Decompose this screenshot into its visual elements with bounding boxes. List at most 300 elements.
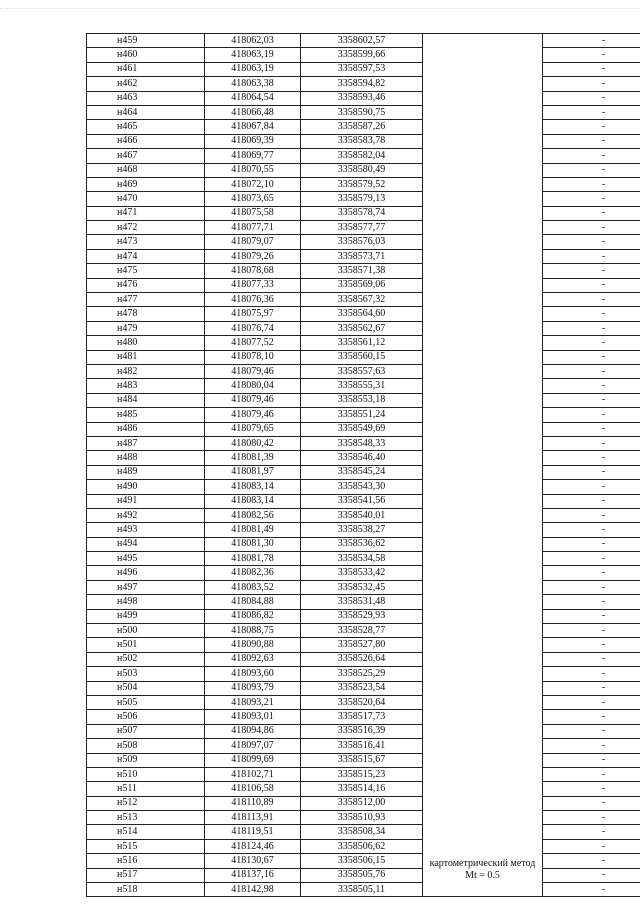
x-coordinate-cell: 418090,88: [205, 638, 301, 652]
point-id-cell: н464: [87, 105, 205, 119]
point-id-cell: н477: [87, 293, 205, 307]
table-row: [87, 753, 640, 767]
y-coordinate-cell: 3358523,54: [301, 681, 423, 695]
table-row: [87, 163, 640, 177]
table-row: [87, 465, 640, 479]
point-id-cell: н487: [87, 436, 205, 450]
table-row: [87, 436, 640, 450]
mark-cell: -: [543, 883, 640, 897]
point-id-cell: н514: [87, 825, 205, 839]
y-coordinate-cell: 3358534,58: [301, 552, 423, 566]
x-coordinate-cell: 418081,30: [205, 537, 301, 551]
mark-cell: -: [543, 120, 640, 134]
table-row: [87, 739, 640, 753]
table-row: [87, 91, 640, 105]
mark-cell: -: [543, 825, 640, 839]
mark-cell: -: [543, 523, 640, 537]
y-coordinate-cell: 3358505,76: [301, 868, 423, 882]
table-row: [87, 695, 640, 709]
x-coordinate-cell: 418099,69: [205, 753, 301, 767]
mark-cell: -: [543, 710, 640, 724]
mark-cell: -: [543, 695, 640, 709]
y-coordinate-cell: 3358557,63: [301, 364, 423, 378]
mark-cell: -: [543, 624, 640, 638]
point-id-cell: н476: [87, 278, 205, 292]
point-id-cell: н512: [87, 796, 205, 810]
table-row: [87, 206, 640, 220]
x-coordinate-cell: 418093,79: [205, 681, 301, 695]
mark-cell: -: [543, 552, 640, 566]
y-coordinate-cell: 3358551,24: [301, 408, 423, 422]
x-coordinate-cell: 418080,04: [205, 379, 301, 393]
mark-cell: -: [543, 537, 640, 551]
mark-cell: -: [543, 91, 640, 105]
mark-cell: -: [543, 149, 640, 163]
y-coordinate-cell: 3358597,53: [301, 62, 423, 76]
mark-cell: -: [543, 62, 640, 76]
table-row: [87, 854, 640, 868]
y-coordinate-cell: 3358515,23: [301, 767, 423, 781]
x-coordinate-cell: 418073,65: [205, 192, 301, 206]
table-row: [87, 177, 640, 191]
point-id-cell: н492: [87, 508, 205, 522]
x-coordinate-cell: 418069,39: [205, 134, 301, 148]
point-id-cell: н499: [87, 609, 205, 623]
x-coordinate-cell: 418080,42: [205, 436, 301, 450]
mark-cell: -: [543, 652, 640, 666]
table-row: [87, 652, 640, 666]
point-id-cell: н482: [87, 364, 205, 378]
table-row: [87, 77, 640, 91]
point-id-cell: н500: [87, 624, 205, 638]
table-row: [87, 120, 640, 134]
table-row: [87, 350, 640, 364]
x-coordinate-cell: 418124,46: [205, 839, 301, 853]
x-coordinate-cell: 418094,86: [205, 724, 301, 738]
mark-cell: -: [543, 192, 640, 206]
y-coordinate-cell: 3358599,66: [301, 48, 423, 62]
table-row: [87, 724, 640, 738]
point-id-cell: н501: [87, 638, 205, 652]
point-id-cell: н511: [87, 782, 205, 796]
point-id-cell: н466: [87, 134, 205, 148]
mark-cell: -: [543, 494, 640, 508]
y-coordinate-cell: 3358564,60: [301, 307, 423, 321]
x-coordinate-cell: 418097,07: [205, 739, 301, 753]
x-coordinate-cell: 418082,36: [205, 566, 301, 580]
x-coordinate-cell: 418084,88: [205, 595, 301, 609]
point-id-cell: н485: [87, 408, 205, 422]
mark-cell: -: [543, 451, 640, 465]
table-row: [87, 422, 640, 436]
table-row: [87, 508, 640, 522]
y-coordinate-cell: 3358525,29: [301, 667, 423, 681]
point-id-cell: н480: [87, 336, 205, 350]
mark-cell: -: [543, 811, 640, 825]
point-id-cell: н474: [87, 249, 205, 263]
x-coordinate-cell: 418137,16: [205, 868, 301, 882]
point-id-cell: н505: [87, 695, 205, 709]
mark-cell: -: [543, 163, 640, 177]
y-coordinate-cell: 3358590,75: [301, 105, 423, 119]
x-coordinate-cell: 418088,75: [205, 624, 301, 638]
point-id-cell: н488: [87, 451, 205, 465]
x-coordinate-cell: 418069,77: [205, 149, 301, 163]
y-coordinate-cell: 3358506,15: [301, 854, 423, 868]
x-coordinate-cell: 418064,54: [205, 91, 301, 105]
y-coordinate-cell: 3358538,27: [301, 523, 423, 537]
x-coordinate-cell: 418077,52: [205, 336, 301, 350]
mark-cell: -: [543, 307, 640, 321]
table-row: [87, 321, 640, 335]
mark-cell: -: [543, 854, 640, 868]
table-row: [87, 595, 640, 609]
y-coordinate-cell: 3358527,80: [301, 638, 423, 652]
x-coordinate-cell: 418077,33: [205, 278, 301, 292]
point-id-cell: н462: [87, 77, 205, 91]
point-id-cell: н478: [87, 307, 205, 321]
x-coordinate-cell: 418102,71: [205, 767, 301, 781]
table-row: [87, 307, 640, 321]
x-coordinate-cell: 418075,58: [205, 206, 301, 220]
table-row: [87, 782, 640, 796]
x-coordinate-cell: 418063,19: [205, 48, 301, 62]
table-row: [87, 192, 640, 206]
y-coordinate-cell: 3358569,06: [301, 278, 423, 292]
x-coordinate-cell: 418079,65: [205, 422, 301, 436]
mark-cell: -: [543, 667, 640, 681]
table-row: [87, 767, 640, 781]
x-coordinate-cell: 418067,84: [205, 120, 301, 134]
x-coordinate-cell: 418083,14: [205, 480, 301, 494]
table-row: [87, 293, 640, 307]
mark-cell: -: [543, 609, 640, 623]
point-id-cell: н475: [87, 264, 205, 278]
point-id-cell: н517: [87, 868, 205, 882]
y-coordinate-cell: 3358579,52: [301, 177, 423, 191]
x-coordinate-cell: 418081,97: [205, 465, 301, 479]
point-id-cell: н508: [87, 739, 205, 753]
y-coordinate-cell: 3358549,69: [301, 422, 423, 436]
point-id-cell: н497: [87, 580, 205, 594]
mark-cell: -: [543, 868, 640, 882]
table-row: [87, 393, 640, 407]
y-coordinate-cell: 3358536,62: [301, 537, 423, 551]
x-coordinate-cell: 418093,01: [205, 710, 301, 724]
mark-cell: -: [543, 264, 640, 278]
table-row: [87, 149, 640, 163]
x-coordinate-cell: 418082,56: [205, 508, 301, 522]
x-coordinate-cell: 418072,10: [205, 177, 301, 191]
table-row: [87, 609, 640, 623]
y-coordinate-cell: 3358578,74: [301, 206, 423, 220]
mark-cell: -: [543, 739, 640, 753]
mark-cell: -: [543, 508, 640, 522]
x-coordinate-cell: 418070,55: [205, 163, 301, 177]
x-coordinate-cell: 418079,07: [205, 235, 301, 249]
x-coordinate-cell: 418083,52: [205, 580, 301, 594]
table-row: [87, 134, 640, 148]
x-coordinate-cell: 418142,98: [205, 883, 301, 897]
mark-cell: -: [543, 681, 640, 695]
mark-cell: -: [543, 393, 640, 407]
table-row: [87, 537, 640, 551]
mark-cell: -: [543, 77, 640, 91]
point-id-cell: н494: [87, 537, 205, 551]
point-id-cell: н493: [87, 523, 205, 537]
table-row: [87, 811, 640, 825]
mark-cell: -: [543, 249, 640, 263]
y-coordinate-cell: 3358516,41: [301, 739, 423, 753]
table-row: [87, 580, 640, 594]
point-id-cell: н468: [87, 163, 205, 177]
x-coordinate-cell: 418076,36: [205, 293, 301, 307]
x-coordinate-cell: 418079,46: [205, 408, 301, 422]
mark-cell: -: [543, 465, 640, 479]
y-coordinate-cell: 3358593,46: [301, 91, 423, 105]
mark-cell: -: [543, 782, 640, 796]
mark-cell: -: [543, 221, 640, 235]
mark-cell: -: [543, 48, 640, 62]
mark-cell: -: [543, 350, 640, 364]
y-coordinate-cell: 3358543,30: [301, 480, 423, 494]
y-coordinate-cell: 3358517,73: [301, 710, 423, 724]
y-coordinate-cell: 3358526,64: [301, 652, 423, 666]
x-coordinate-cell: 418113,91: [205, 811, 301, 825]
mark-cell: -: [543, 408, 640, 422]
mark-cell: -: [543, 796, 640, 810]
x-coordinate-cell: 418130,67: [205, 854, 301, 868]
point-id-cell: н481: [87, 350, 205, 364]
point-id-cell: н510: [87, 767, 205, 781]
x-coordinate-cell: 418106,58: [205, 782, 301, 796]
y-coordinate-cell: 3358571,38: [301, 264, 423, 278]
y-coordinate-cell: 3358583,78: [301, 134, 423, 148]
point-id-cell: н471: [87, 206, 205, 220]
x-coordinate-cell: 418063,19: [205, 62, 301, 76]
point-id-cell: н490: [87, 480, 205, 494]
point-id-cell: н472: [87, 221, 205, 235]
point-id-cell: н507: [87, 724, 205, 738]
x-coordinate-cell: 418077,71: [205, 221, 301, 235]
y-coordinate-cell: 3358512,00: [301, 796, 423, 810]
table-row: [87, 839, 640, 853]
y-coordinate-cell: 3358580,49: [301, 163, 423, 177]
mark-cell: -: [543, 422, 640, 436]
coordinates-table-body: [87, 34, 640, 897]
y-coordinate-cell: 3358562,67: [301, 321, 423, 335]
point-id-cell: н483: [87, 379, 205, 393]
mark-cell: -: [543, 767, 640, 781]
point-id-cell: н518: [87, 883, 205, 897]
y-coordinate-cell: 3358505,11: [301, 883, 423, 897]
table-row: [87, 34, 640, 48]
table-row: [87, 868, 640, 882]
point-id-cell: н479: [87, 321, 205, 335]
table-row: [87, 235, 640, 249]
mark-cell: -: [543, 580, 640, 594]
table-row: [87, 221, 640, 235]
y-coordinate-cell: 3358510,93: [301, 811, 423, 825]
table-row: [87, 48, 640, 62]
y-coordinate-cell: 3358555,31: [301, 379, 423, 393]
y-coordinate-cell: 3358520,64: [301, 695, 423, 709]
method-cell: картометрический метод Mt = 0.5: [423, 34, 543, 897]
x-coordinate-cell: 418081,39: [205, 451, 301, 465]
y-coordinate-cell: 3358533,42: [301, 566, 423, 580]
table-row: [87, 710, 640, 724]
table-row: [87, 523, 640, 537]
point-id-cell: н465: [87, 120, 205, 134]
y-coordinate-cell: 3358582,04: [301, 149, 423, 163]
y-coordinate-cell: 3358532,45: [301, 580, 423, 594]
mark-cell: -: [543, 134, 640, 148]
table-row: [87, 825, 640, 839]
x-coordinate-cell: 418093,21: [205, 695, 301, 709]
y-coordinate-cell: 3358567,32: [301, 293, 423, 307]
mark-cell: -: [543, 379, 640, 393]
y-coordinate-cell: 3358506,62: [301, 839, 423, 853]
mark-cell: -: [543, 336, 640, 350]
mark-cell: -: [543, 321, 640, 335]
y-coordinate-cell: 3358573,71: [301, 249, 423, 263]
y-coordinate-cell: 3358553,18: [301, 393, 423, 407]
table-row: [87, 62, 640, 76]
y-coordinate-cell: 3358528,77: [301, 624, 423, 638]
y-coordinate-cell: 3358540,01: [301, 508, 423, 522]
y-coordinate-cell: 3358508,34: [301, 825, 423, 839]
table-row: [87, 667, 640, 681]
mark-cell: -: [543, 206, 640, 220]
table-row: [87, 249, 640, 263]
mark-cell: -: [543, 436, 640, 450]
mark-cell: -: [543, 177, 640, 191]
y-coordinate-cell: 3358514,16: [301, 782, 423, 796]
table-row: [87, 566, 640, 580]
point-id-cell: н463: [87, 91, 205, 105]
mark-cell: -: [543, 638, 640, 652]
table-row: [87, 451, 640, 465]
point-id-cell: н459: [87, 34, 205, 48]
y-coordinate-cell: 3358546,40: [301, 451, 423, 465]
x-coordinate-cell: 418083,14: [205, 494, 301, 508]
y-coordinate-cell: 3358531,48: [301, 595, 423, 609]
point-id-cell: н502: [87, 652, 205, 666]
mark-cell: -: [543, 105, 640, 119]
point-id-cell: н504: [87, 681, 205, 695]
table-row: [87, 364, 640, 378]
y-coordinate-cell: 3358577,77: [301, 221, 423, 235]
point-id-cell: н489: [87, 465, 205, 479]
y-coordinate-cell: 3358516,39: [301, 724, 423, 738]
table-row: [87, 494, 640, 508]
mark-cell: -: [543, 34, 640, 48]
x-coordinate-cell: 418079,46: [205, 393, 301, 407]
y-coordinate-cell: 3358561,12: [301, 336, 423, 350]
point-id-cell: н469: [87, 177, 205, 191]
table-row: [87, 883, 640, 897]
table-row: [87, 278, 640, 292]
mark-cell: -: [543, 278, 640, 292]
mark-cell: -: [543, 566, 640, 580]
x-coordinate-cell: 418066,48: [205, 105, 301, 119]
coordinates-table: [86, 33, 640, 897]
table-row: [87, 638, 640, 652]
x-coordinate-cell: 418110,89: [205, 796, 301, 810]
table-row: [87, 105, 640, 119]
x-coordinate-cell: 418093,60: [205, 667, 301, 681]
y-coordinate-cell: 3358602,57: [301, 34, 423, 48]
point-id-cell: н460: [87, 48, 205, 62]
point-id-cell: н496: [87, 566, 205, 580]
x-coordinate-cell: 418079,26: [205, 249, 301, 263]
point-id-cell: н506: [87, 710, 205, 724]
x-coordinate-cell: 418079,46: [205, 364, 301, 378]
mark-cell: -: [543, 724, 640, 738]
table-row: [87, 379, 640, 393]
point-id-cell: н484: [87, 393, 205, 407]
y-coordinate-cell: 3358594,82: [301, 77, 423, 91]
x-coordinate-cell: 418086,82: [205, 609, 301, 623]
y-coordinate-cell: 3358579,13: [301, 192, 423, 206]
table-row: [87, 624, 640, 638]
table-row: [87, 480, 640, 494]
y-coordinate-cell: 3358560,15: [301, 350, 423, 364]
mark-cell: -: [543, 235, 640, 249]
point-id-cell: н486: [87, 422, 205, 436]
y-coordinate-cell: 3358576,03: [301, 235, 423, 249]
table-row: [87, 681, 640, 695]
y-coordinate-cell: 3358548,33: [301, 436, 423, 450]
mark-cell: -: [543, 293, 640, 307]
table-row: [87, 552, 640, 566]
point-id-cell: н509: [87, 753, 205, 767]
y-coordinate-cell: 3358529,93: [301, 609, 423, 623]
y-coordinate-cell: 3358587,26: [301, 120, 423, 134]
x-coordinate-cell: 418119,51: [205, 825, 301, 839]
x-coordinate-cell: 418078,10: [205, 350, 301, 364]
scan-header-artifact: [0, 8, 640, 11]
point-id-cell: н461: [87, 62, 205, 76]
point-id-cell: н515: [87, 839, 205, 853]
x-coordinate-cell: 418063,38: [205, 77, 301, 91]
mark-cell: -: [543, 753, 640, 767]
point-id-cell: н473: [87, 235, 205, 249]
point-id-cell: н491: [87, 494, 205, 508]
y-coordinate-cell: 3358541,56: [301, 494, 423, 508]
y-coordinate-cell: 3358515,67: [301, 753, 423, 767]
x-coordinate-cell: 418081,49: [205, 523, 301, 537]
table-row: [87, 408, 640, 422]
point-id-cell: н513: [87, 811, 205, 825]
point-id-cell: н467: [87, 149, 205, 163]
table-row: [87, 336, 640, 350]
point-id-cell: н516: [87, 854, 205, 868]
point-id-cell: н495: [87, 552, 205, 566]
table-row: [87, 264, 640, 278]
x-coordinate-cell: 418075,97: [205, 307, 301, 321]
mark-cell: -: [543, 839, 640, 853]
y-coordinate-cell: 3358545,24: [301, 465, 423, 479]
x-coordinate-cell: 418078,68: [205, 264, 301, 278]
x-coordinate-cell: 418076,74: [205, 321, 301, 335]
mark-cell: -: [543, 595, 640, 609]
point-id-cell: н498: [87, 595, 205, 609]
x-coordinate-cell: 418092,63: [205, 652, 301, 666]
x-coordinate-cell: 418081,78: [205, 552, 301, 566]
table-row: [87, 796, 640, 810]
point-id-cell: н470: [87, 192, 205, 206]
